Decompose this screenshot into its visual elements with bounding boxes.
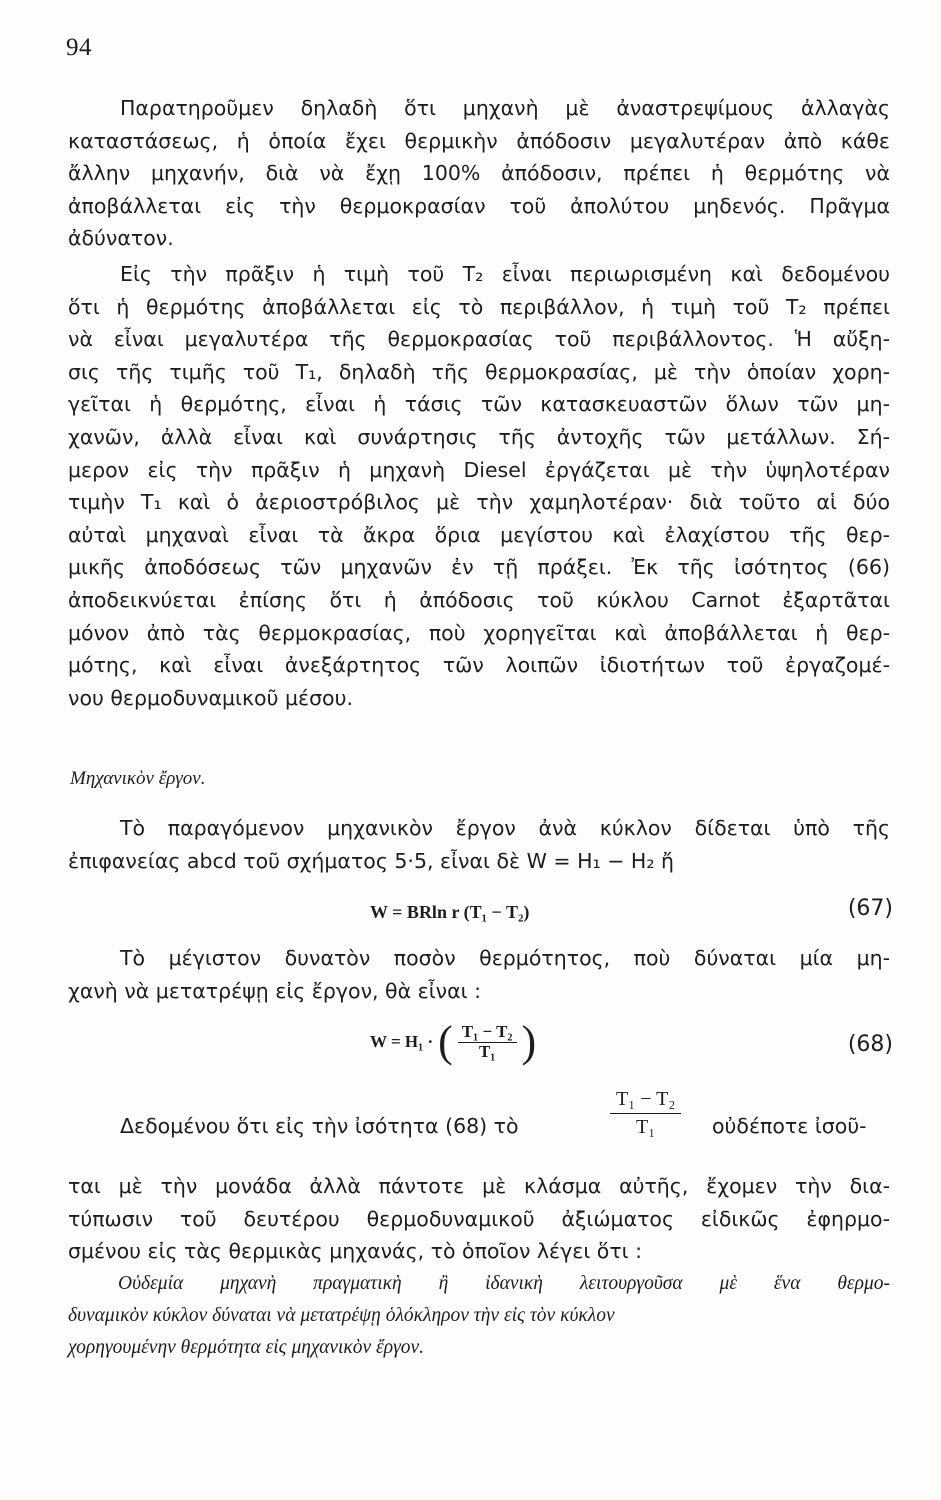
text-line: δυναμικὸν κύκλον δύναται νὰ μετατρέψῃ ὁλόκληρον τὴν εἰς τὸν κύκλον — [68, 1305, 615, 1326]
text-line: ἀδύνατον. — [68, 226, 174, 251]
formula-68 — [370, 1017, 537, 1066]
text-line: γεῖται ἡ θερμότης, εἶναι ἡ τάσις τῶν κατασκευαστῶν ὅλων τῶν μη- — [68, 392, 890, 417]
text-line: αὐταὶ μηχαναὶ εἶναι τὰ ἄκρα ὅρια μεγίστου καὶ ἐλαχίστου τῆς θερ- — [68, 522, 890, 547]
text-line: Οὐδεμία μηχανὴ πραγματικὴ ἢ ἰδανικὴ λειτουργοῦσα μὲ ἕνα θερμο- — [118, 1273, 890, 1294]
second-law-statement — [68, 1268, 890, 1364]
section-heading: Μηχανικὸν ἔργον. — [70, 768, 206, 789]
fraction-numerator: T₁ − T₂ — [458, 1023, 517, 1043]
page-number: 94 — [66, 34, 92, 61]
inline-fraction-numerator: T₁ − T₂ — [610, 1088, 681, 1114]
text-line: οὐδέποτε ἰσοῦ- — [712, 1114, 867, 1138]
text-line: μότης, καὶ εἶναι ἀνεξάρτητος τῶν λοιπῶν ἰδιοτήτων τοῦ ἐργαζομέ- — [68, 653, 890, 678]
paragraph-5-line-1-start — [68, 1110, 519, 1143]
equation-number-68: (68) — [847, 1032, 893, 1057]
text-line: καταστάσεως, ἡ ὁποία ἔχει θερμικὴν ἀπόδοσιν μεγαλυτέραν ἀπὸ κάθε — [68, 128, 890, 153]
text-line: ἐπιφανείας abcd τοῦ σχήματος 5·5, εἶναι δὲ W = H₁ − H₂ ἤ — [68, 848, 675, 873]
text-line: χορηγουμένην θερμότητα εἰς μηχανικὸν ἔργον. — [68, 1337, 425, 1358]
paragraph-reversible-engine — [68, 92, 890, 255]
text-line: χανὴ νὰ μετατρέψῃ εἰς ἔργον, θὰ εἶναι : — [68, 978, 481, 1003]
text-line: Τὸ μέγιστον δυνατὸν ποσὸν θερμότητος, ποὺ δύναται μία μη- — [120, 946, 890, 970]
text-line: νου θερμοδυναμικοῦ μέσου. — [68, 685, 353, 710]
text-line: μόνον ἀπὸ τὰς θερμοκρασίας, ποὺ χορηγεῖται καὶ ἀποβάλλεται ἡ θερ- — [68, 620, 890, 645]
text-line: ἄλλην μηχανήν, διὰ νὰ ἔχῃ 100% ἀπόδοσιν, πρέπει ἡ θερμότης νὰ — [68, 161, 890, 186]
text-line: Εἰς τὴν πρᾶξιν ἡ τιμὴ τοῦ T₂ εἶναι περιωρισμένη καὶ δεδομένου — [120, 262, 890, 286]
text-line: νὰ εἶναι μεγαλυτέρα τῆς θερμοκρασίας τοῦ περιβάλλοντος. Ἡ αὔξη- — [68, 327, 890, 352]
text-line: ἀποδεικνύεται ἐπίσης ὅτι ἡ ἀπόδοσις τοῦ κύκλου Carnot ἐξαρτᾶται — [68, 587, 890, 612]
equation-number-67: (67) — [847, 896, 893, 921]
text-line: Δεδομένου ὅτι εἰς τὴν ἰσότητα (68) τὸ — [120, 1114, 519, 1138]
text-line: σις τῆς τιμῆς τοῦ T₁, δηλαδὴ τῆς θερμοκρασίας, μὲ τὴν ὁποίαν χορη- — [68, 359, 890, 384]
fraction-denominator: T₁ — [478, 1041, 496, 1061]
paragraph-mechanical-work — [68, 812, 890, 877]
text-line: ὅτι ἡ θερμότης ἀποβάλλεται εἰς τὸ περιβάλλον, ἡ τιμὴ τοῦ T₂ πρέπει — [68, 294, 890, 319]
paragraph-max-heat — [68, 942, 890, 1007]
paragraph-second-law — [68, 1170, 890, 1268]
formula-67: W = BRln r (T₁ − T₂) — [370, 902, 530, 922]
text-line: ἀποβάλλεται εἰς τὴν θερμοκρασίαν τοῦ ἀπολύτου μηδενός. Πρᾶγμα — [68, 193, 890, 218]
text-line: μερον εἰς τὴν πρᾶξιν ἡ μηχανὴ Diesel ἐργάζεται μὲ τὴν ὑψηλοτέραν — [68, 457, 890, 482]
text-line: Τὸ παραγόμενον μηχανικὸν ἔργον ἀνὰ κύκλον δίδεται ὑπὸ τῆς — [120, 816, 890, 840]
text-line: τιμὴν T₁ καὶ ὁ ἀεριοστρόβιλος μὲ τὴν χαμηλοτέραν· διὰ τοῦτο αἱ δύο — [68, 490, 890, 515]
inline-fraction — [610, 1088, 681, 1139]
text-line: ται μὲ τὴν μονάδα ἀλλὰ πάντοτε μὲ κλάσμα αὐτῆς, ἔχομεν τὴν δια- — [68, 1174, 890, 1198]
formula-68-lhs: W = H₁ · — [370, 1032, 434, 1051]
right-paren: ) — [521, 1017, 537, 1066]
text-line: Παρατηροῦμεν δηλαδὴ ὅτι μηχανὴ μὲ ἀναστρεψίμους ἀλλαγὰς — [120, 96, 890, 120]
paragraph-practical-temperatures — [68, 258, 890, 714]
text-line: σμένου εἰς τὰς θερμικὰς μηχανάς, τὸ ὁποῖον λέγει ὅτι : — [68, 1239, 643, 1264]
left-paren: ( — [438, 1017, 453, 1066]
text-line: τύπωσιν τοῦ δευτέρου θερμοδυναμικοῦ ἀξιώματος εἰδικῶς ἐφηρμο- — [68, 1206, 890, 1231]
paragraph-5-line-1-end — [712, 1110, 867, 1143]
text-line: μικῆς ἀποδόσεως τῶν μηχανῶν ἐν τῇ πράξει. Ἐκ τῆς ἰσότητος (66) — [68, 555, 890, 580]
formula-68-fraction — [458, 1023, 517, 1061]
text-line: χανῶν, ἀλλὰ εἶναι καὶ συνάρτησις τῆς ἀντοχῆς τῶν μετάλλων. Σή- — [68, 424, 890, 449]
inline-fraction-denominator: T₁ — [636, 1116, 656, 1138]
